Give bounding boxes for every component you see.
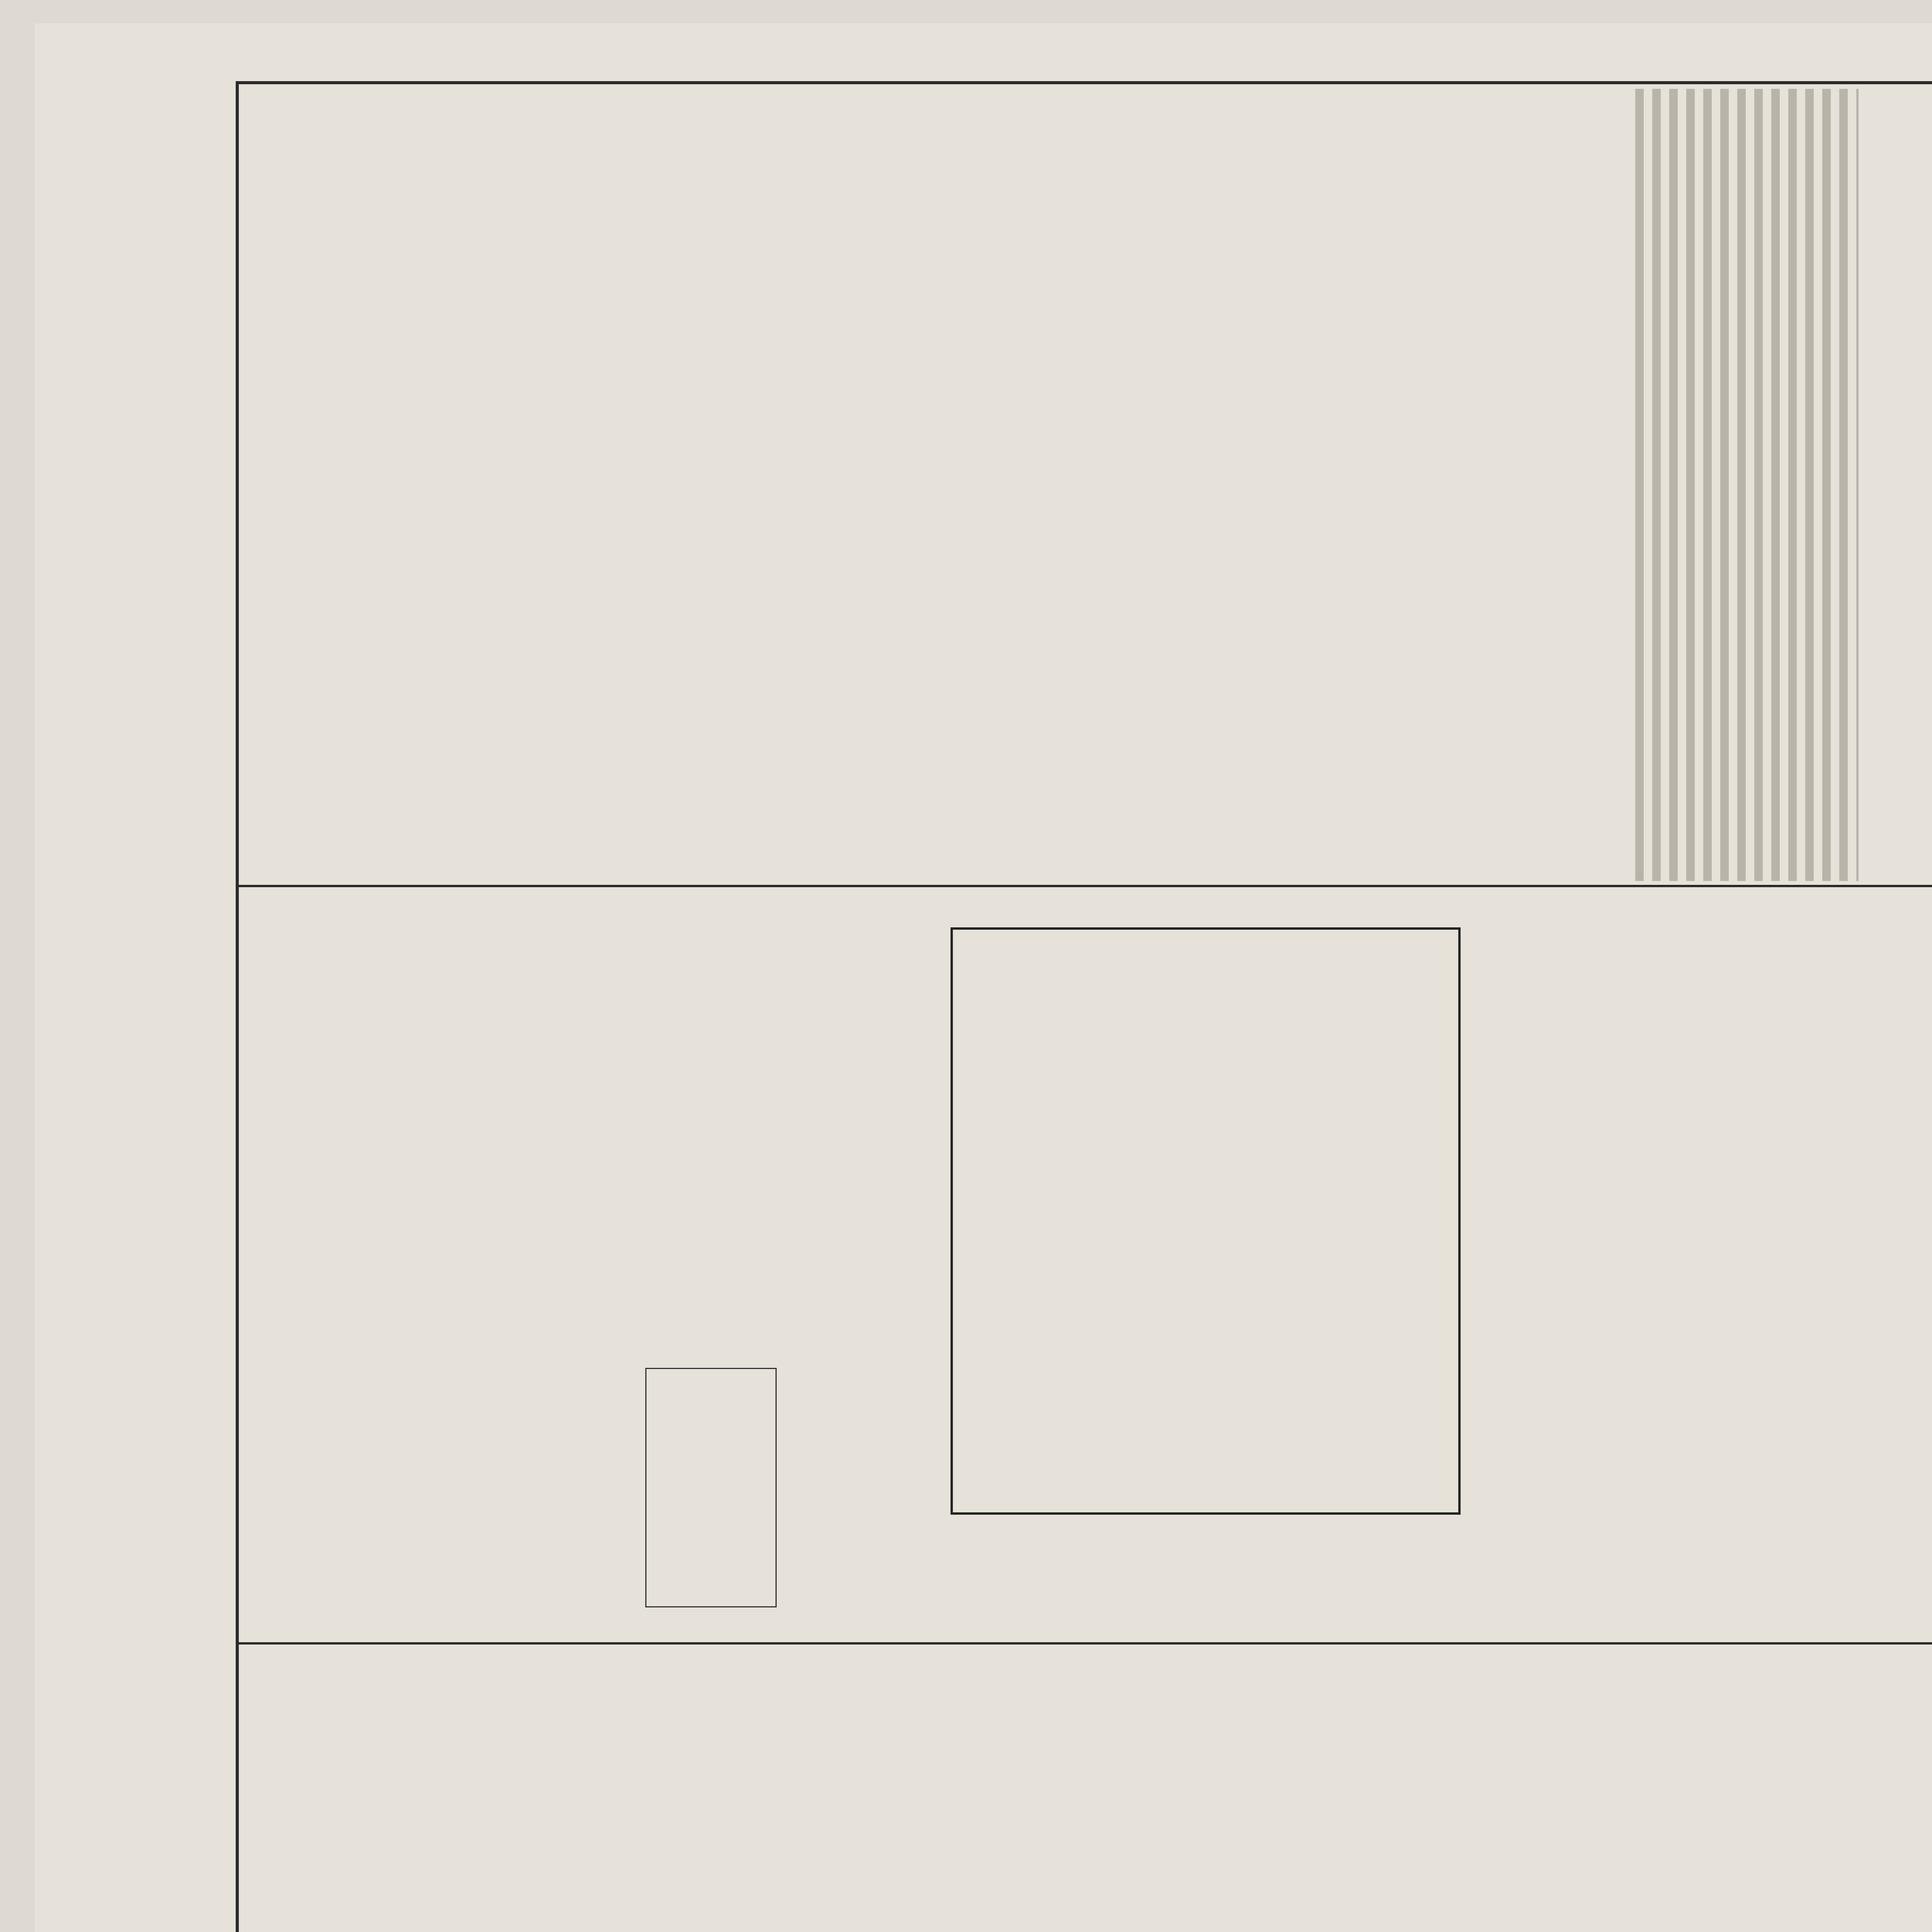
lead-article-body	[1627, 89, 1859, 881]
newspaper-sheet	[35, 23, 1932, 1932]
frame-left	[236, 81, 239, 1932]
brokerage-notice-box	[645, 1368, 777, 1607]
masthead-strip	[267, 46, 1932, 73]
tier-rule-2	[236, 1642, 1932, 1645]
frame-top	[236, 81, 1932, 84]
prize-notice-box	[951, 927, 1461, 1515]
tier-rule-1	[236, 885, 1932, 887]
